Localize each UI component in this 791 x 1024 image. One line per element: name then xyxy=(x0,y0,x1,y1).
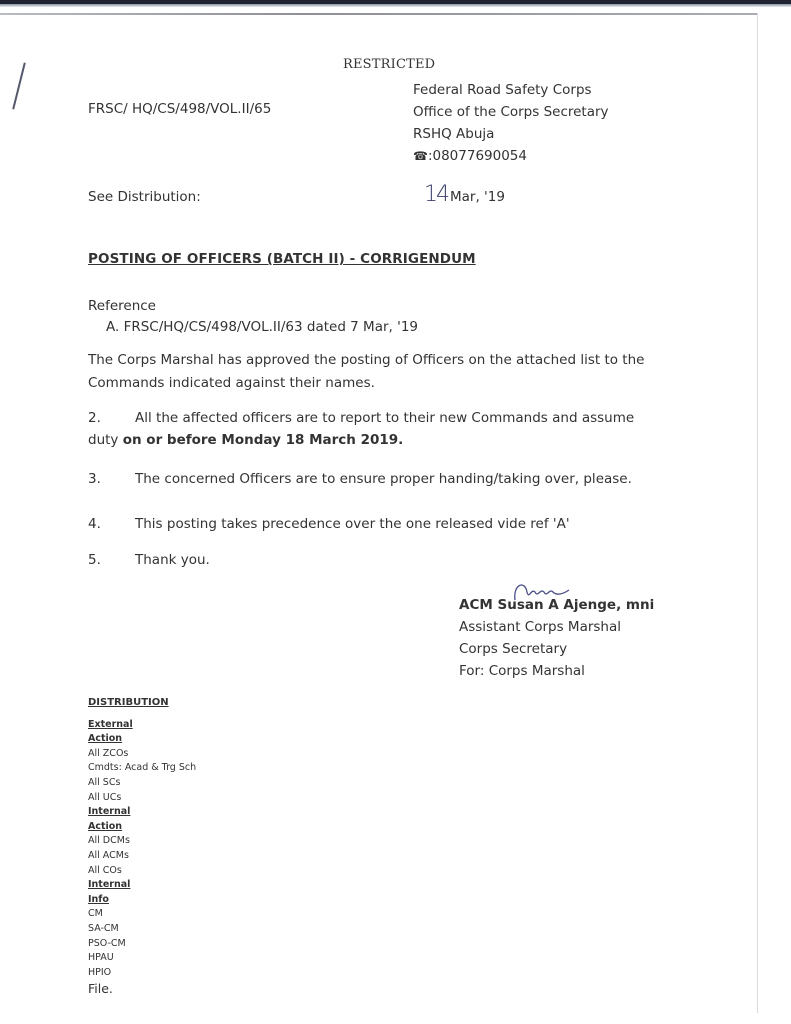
distribution-item: All COs xyxy=(88,864,122,876)
letter-title: POSTING OF OFFICERS (BATCH II) - CORRIGENDUM xyxy=(88,251,476,267)
paragraph-5 xyxy=(88,552,210,568)
distribution-subheading: Action xyxy=(88,820,123,832)
distribution-item: Cmdts: Acad & Trg Sch xyxy=(88,762,197,774)
paragraph-number: 5. xyxy=(88,552,101,568)
distribution-item: HPIO xyxy=(88,966,112,978)
distribution-subheading: Action xyxy=(88,733,123,745)
paragraph-3 xyxy=(88,471,632,487)
signatory-position: Corps Secretary xyxy=(459,641,568,657)
paragraph-number: 4. xyxy=(88,516,101,532)
page-edge-top xyxy=(0,13,758,15)
paragraph-text: The concerned Officers are to ensure proper handing/taking over, please. xyxy=(135,471,632,487)
paragraph-text: All the affected officers are to report to their new Commands and assume xyxy=(135,410,635,426)
distribution-item: All SCs xyxy=(88,776,121,788)
distribution-item: SA-CM xyxy=(88,922,119,934)
paragraph-2 xyxy=(88,407,634,451)
signatory-rank: Assistant Corps Marshal xyxy=(459,619,622,635)
pencil-mark xyxy=(12,62,26,109)
distribution-item: PSO-CM xyxy=(88,937,126,949)
signatory-for: For: Corps Marshal xyxy=(459,663,585,679)
paragraph-number: 2. xyxy=(88,410,101,426)
telephone-icon: ☎ xyxy=(413,149,428,163)
paragraph-text-continued: duty xyxy=(88,432,119,448)
letter-date xyxy=(424,182,505,207)
distribution-title: DISTRIBUTION xyxy=(88,697,169,708)
sender-address xyxy=(413,79,609,167)
distribution-item: CM xyxy=(88,908,103,920)
classification-label: RESTRICTED xyxy=(343,57,436,72)
reference-number: FRSC/ HQ/CS/498/VOL.II/65 xyxy=(88,101,272,117)
address-phone xyxy=(413,145,609,167)
paragraph-1: The Corps Marshal has approved the posting of Officers on the attached list to the Commands indicated against their names. xyxy=(88,352,645,391)
page-edge-right xyxy=(757,13,758,1013)
reference-item: A. FRSC/HQ/CS/498/VOL.II/63 dated 7 Mar, '19 xyxy=(106,319,418,335)
address-org: Federal Road Safety Corps xyxy=(413,82,592,98)
address-office: Office of the Corps Secretary xyxy=(413,104,609,120)
distribution-subheading: Info xyxy=(88,893,109,905)
paragraph-4 xyxy=(88,516,570,532)
distribution-item: All UCs xyxy=(88,791,122,803)
handwritten-day: 14 xyxy=(424,182,448,207)
distribution-item: All ACMs xyxy=(88,849,129,861)
distribution-item: All DCMs xyxy=(88,835,130,847)
distribution-heading: External xyxy=(88,718,133,730)
address-location: RSHQ Abuja xyxy=(413,126,495,142)
distribution-item: HPAU xyxy=(88,952,114,964)
scan-top-shadow xyxy=(0,4,791,7)
reference-section xyxy=(88,296,418,338)
signatory-name: ACM Susan A Ajenge, mni xyxy=(459,597,655,613)
date-month-year: Mar, '19 xyxy=(450,189,505,205)
paragraph-text: Thank you. xyxy=(135,552,210,568)
distribution-file: File. xyxy=(88,981,113,997)
addressee: See Distribution: xyxy=(88,189,201,205)
paragraph-number: 3. xyxy=(88,471,101,487)
distribution-heading: Internal xyxy=(88,879,131,891)
distribution-heading: Internal xyxy=(88,806,131,818)
deadline-text: on or before Monday 18 March 2019. xyxy=(122,432,404,448)
reference-label: Reference xyxy=(88,298,156,314)
signature-block xyxy=(459,594,654,682)
distribution-list xyxy=(88,696,196,998)
paragraph-text: This posting takes precedence over the one released vide ref 'A' xyxy=(135,516,570,532)
distribution-item: All ZCOs xyxy=(88,747,129,759)
phone-number: :08077690054 xyxy=(427,148,527,164)
